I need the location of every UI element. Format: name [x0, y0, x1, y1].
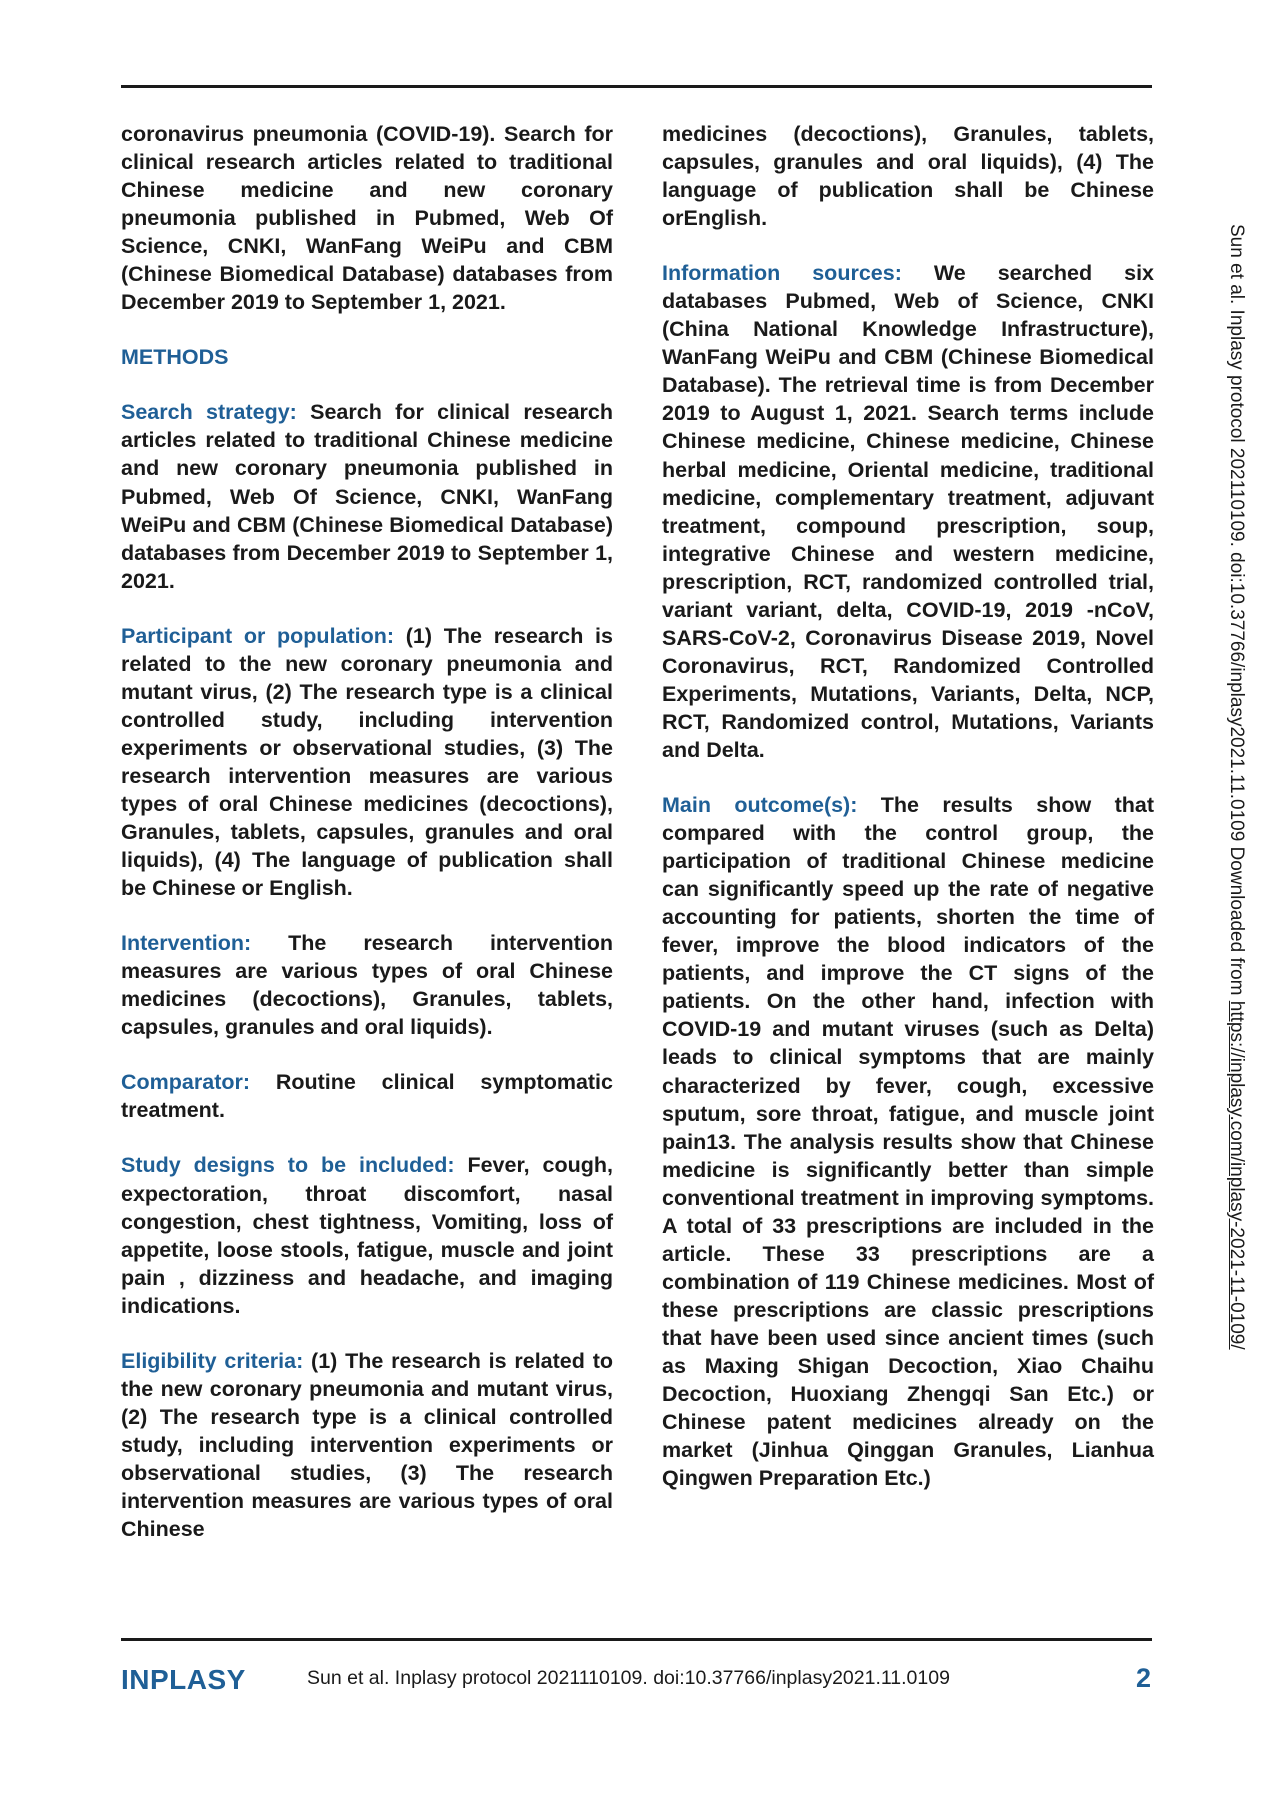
main-outcomes-text: The results show that compared with the control group, the participation of traditional Chinese medicine can significantly speed up the rate of negative accounting for patients, shorten the time of fever, improve the blood indicators of the patients, and improve the CT signs of the patients. On the other hand, infection with COVID-19 and mutant viruses (such as Delta) leads to clinical symptoms that are mainly characterized by fever, cough, excessive sputum, sore throat, fatigue, and muscle joint pain13. The analysis results show that Chinese medicine is significantly better than simple conventional treatment in improving symptoms. A total of 33 prescriptions are included in the article. These 33 prescriptions are a combination of 119 Chinese medicines. Most of these prescriptions are classic prescriptions that have been used since ancient times (such as Maxing Shigan Decoction, Xiao Chaihu Decoction, Huoxiang Zhengqi San Etc.) or Chinese patent medicines already on the market (Jinhua Qinggan Granules, Lianhua Qingwen Preparation Etc.) [662, 793, 1154, 1491]
eligibility-label: Eligibility criteria: [121, 1348, 304, 1373]
participants-text: (1) The research is related to the new coronary pneumonia and mutant virus, (2) The research type is a clinical controlled study, including intervention experiments or observational studies, (3) The research intervention measures are various types of oral Chinese medicines (decoctions), Granules, tablets, capsules, granules and oral liquids), (4) The language of publication shall be Chinese or English. [121, 623, 613, 901]
search-strategy-text: Search for clinical research articles related to traditional Chinese medicine and new coronary pneumonia published in Pubmed, Web Of Science, CNKI, WanFang WeiPu and CBM (Chinese Biomedical Database) databases from December 2019 to September 1, 2021. [121, 400, 613, 593]
study-designs-text: Fever, cough, expectoration, throat discomfort, nasal congestion, chest tightness, Vomiting, loss of appetite, loose stools, fatigue, muscle and joint pain , dizziness and headache, and imaging indications. [121, 1153, 613, 1318]
intervention-section [121, 929, 613, 1041]
footer-citation: Sun et al. Inplasy protocol 2021110109. doi:10.37766/inplasy2021.11.0109 [307, 1667, 950, 1689]
main-outcomes-section [662, 791, 1154, 1492]
side-note-text: Sun et al. Inplasy protocol 202110109. doi:10.37766/inplasy2021.11.0109 Downloaded from [1226, 224, 1247, 1001]
participants-label: Participant or population: [121, 623, 395, 648]
continuation-paragraph: medicines (decoctions), Granules, tablets, capsules, granules and oral liquids), (4) The language of publication shall be Chinese orEnglish. [662, 122, 1154, 231]
search-strategy-section [121, 398, 613, 594]
intervention-text: The research intervention measures are various types of oral Chinese medicines (decoctions), Granules, tablets, capsules, granules and oral liquids). [121, 931, 613, 1040]
footer-brand: INPLASY [121, 1664, 246, 1695]
intro-paragraph: coronavirus pneumonia (COVID-19). Search for clinical research articles related to traditional Chinese medicine and new coronary pneumonia published in Pubmed, Web Of Science, CNKI, WanFang WeiPu and CBM (Chinese Biomedical Database) databases from December 2019 to September 1, 2021. [121, 122, 613, 315]
left-column [121, 120, 613, 1570]
search-strategy-label: Search strategy: [121, 400, 297, 425]
eligibility-text: (1) The research is related to the new coronary pneumonia and mutant virus, (2) The research type is a clinical controlled study, including intervention experiments or observational studies, (3) The research intervention measures are various types of oral Chinese [121, 1348, 613, 1542]
page-number: 2 [1136, 1663, 1152, 1693]
side-download-note [1225, 224, 1247, 1350]
intervention-label: Intervention: [121, 931, 252, 956]
methods-heading: METHODS [121, 345, 229, 370]
comparator-section [121, 1068, 613, 1124]
information-sources-section [662, 259, 1154, 764]
main-outcomes-label: Main outcome(s): [662, 793, 858, 818]
right-column [662, 120, 1154, 1519]
comparator-text: Routine clinical symptomatic treatment. [121, 1070, 613, 1123]
comparator-label: Comparator: [121, 1070, 251, 1095]
eligibility-section [121, 1347, 613, 1543]
study-designs-label: Study designs to be included: [121, 1153, 455, 1178]
header-rule [121, 85, 1152, 88]
footer-rule [121, 1638, 1152, 1641]
information-sources-text: We searched six databases Pubmed, Web of Science, CNKI (China National Knowledge Infrastructure), WanFang WeiPu and CBM (Chinese Biomedical Database). The retrieval time is from December 2019 to August 1, 2021. Search terms include Chinese medicine, Chinese medicine, Chinese herbal medicine, Oriental medicine, traditional medicine, complementary treatment, adjuvant treatment, compound prescription, soup, integrative Chinese and western medicine, prescription, RCT, randomized controlled trial, variant variant, delta, COVID-19, 2019 -nCoV, SARS-CoV-2, Coronavirus Disease 2019, Novel Coronavirus, RCT, Randomized Controlled Experiments, Mutations, Variants, Delta, NCP, RCT, Randomized control, Mutations, Variants and Delta. [662, 261, 1154, 762]
information-sources-label: Information sources: [662, 261, 902, 286]
study-designs-section [121, 1151, 613, 1319]
side-note-link[interactable]: https://inplasy.com/inplasy-2021-11-0109/ [1226, 1000, 1247, 1350]
participants-section [121, 622, 613, 902]
